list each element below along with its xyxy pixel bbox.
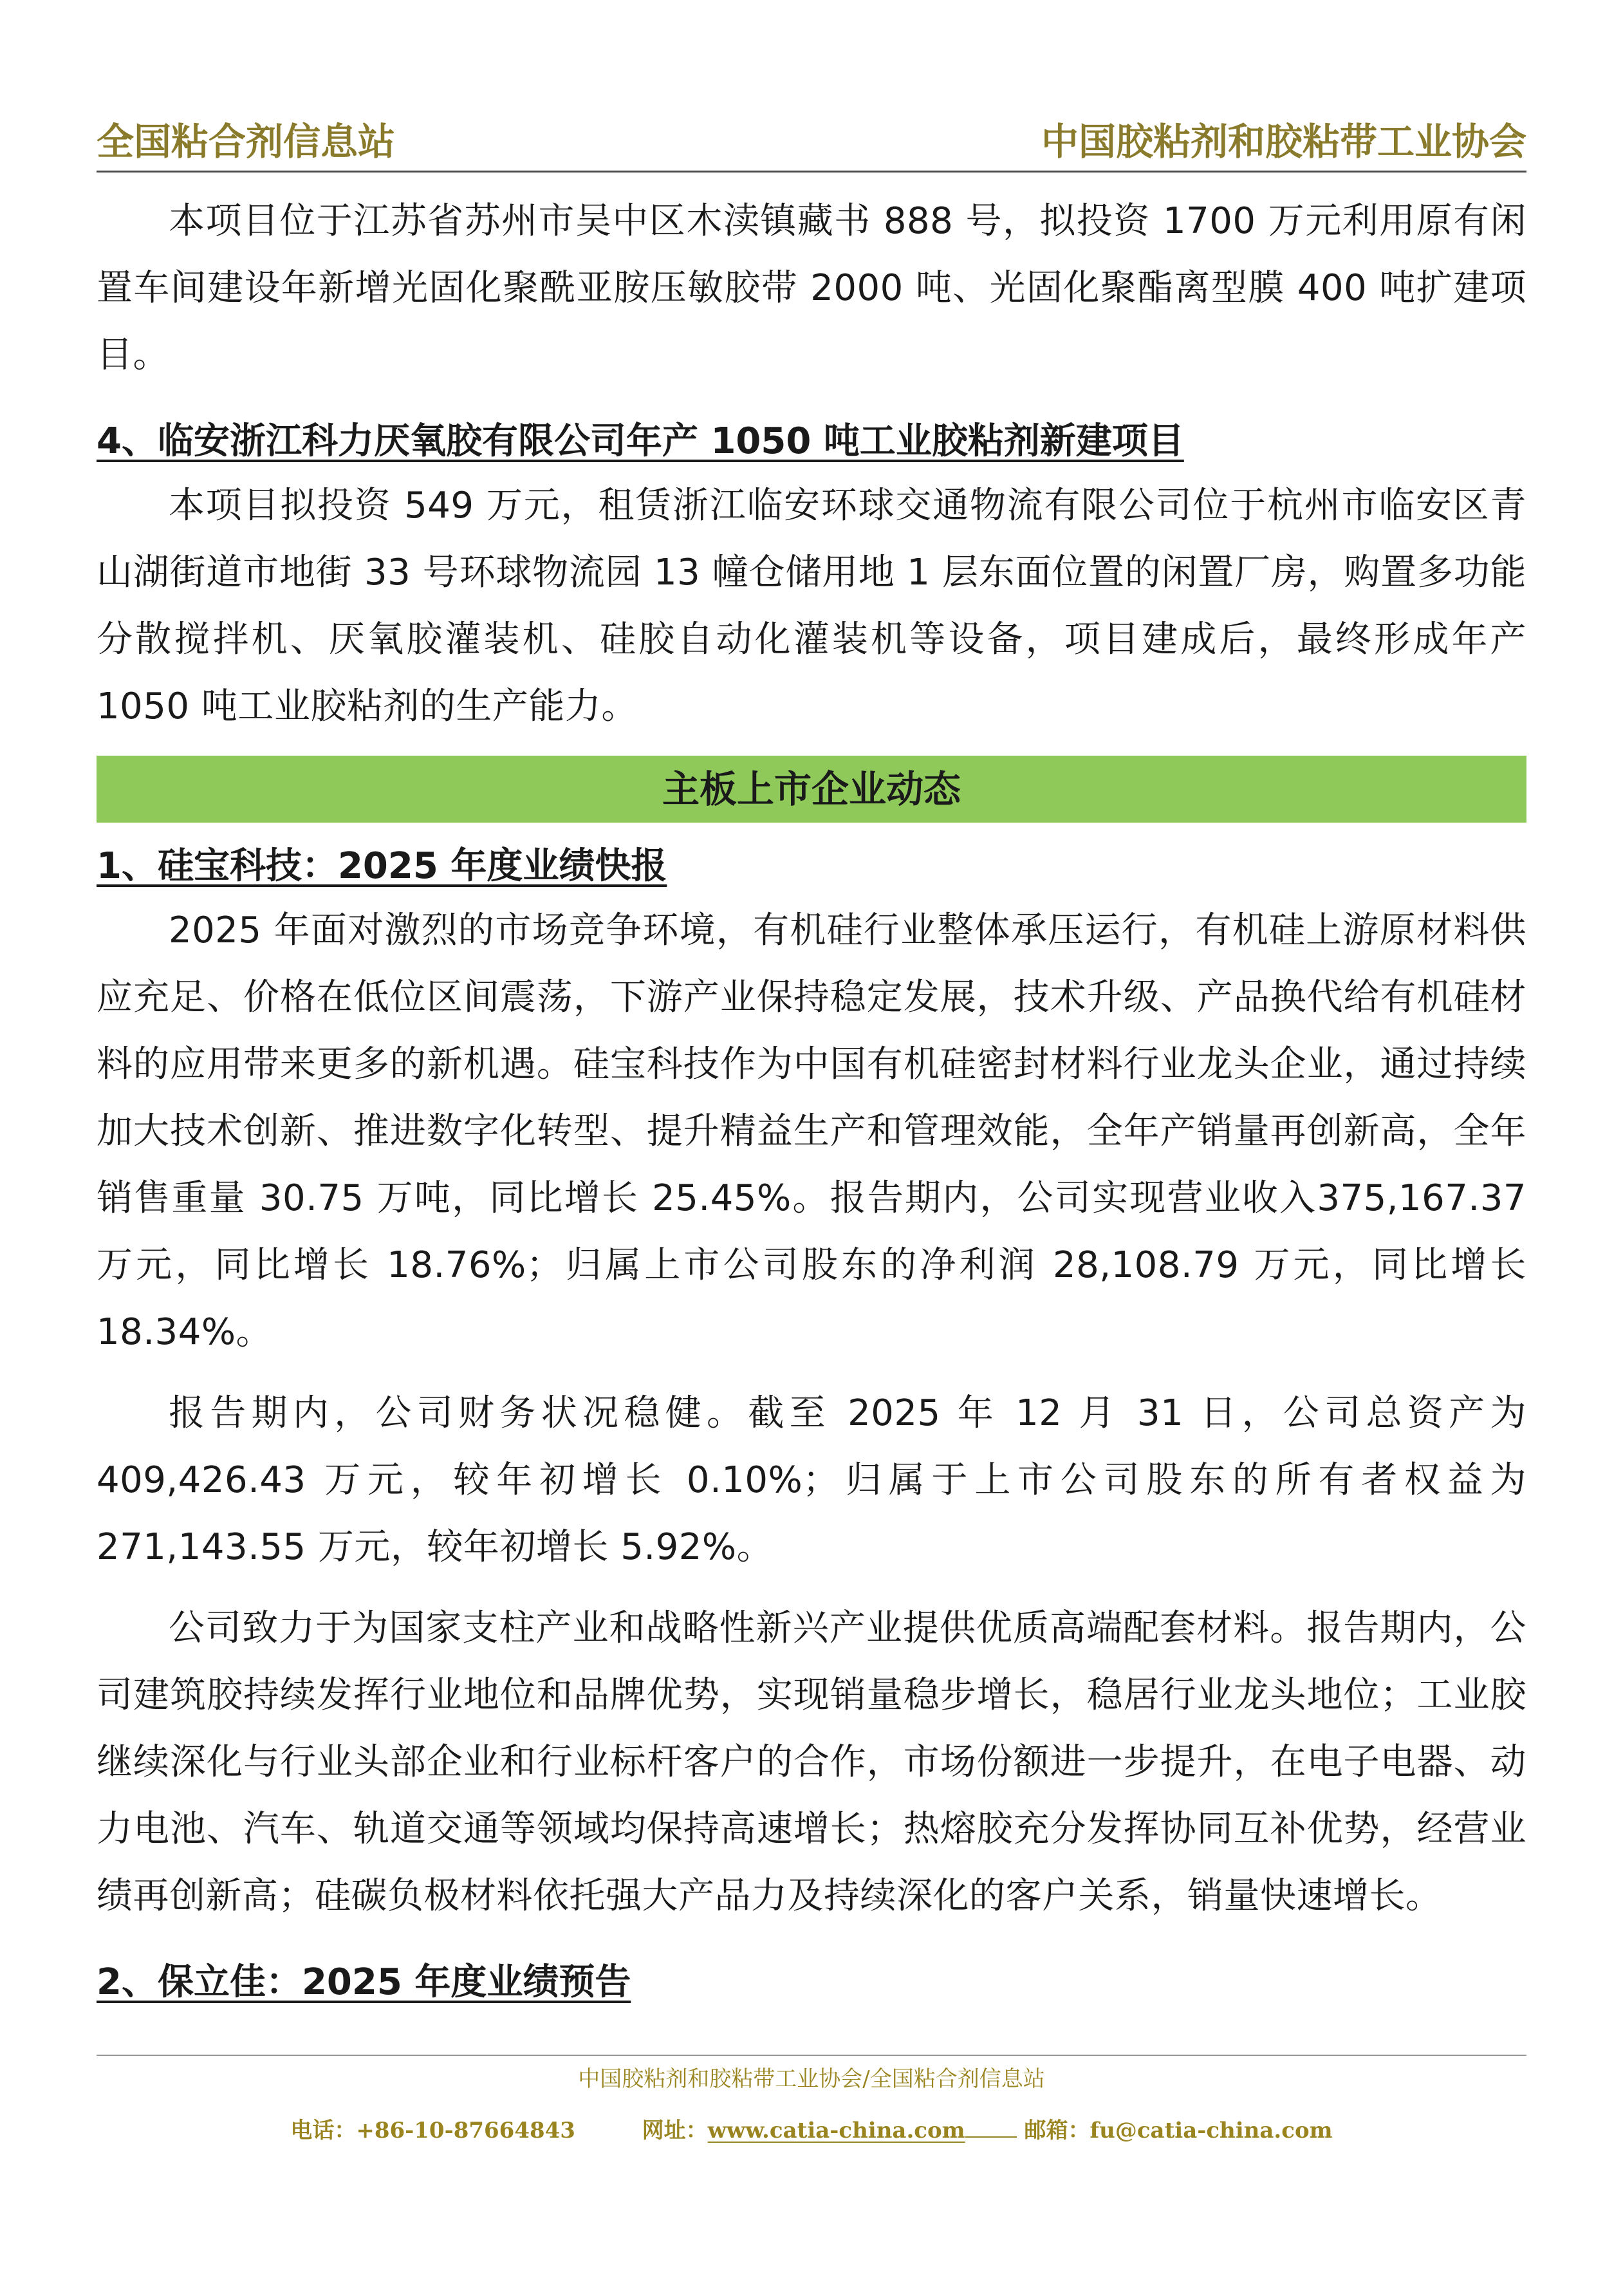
- item2-heading: 2、保立佳：2025 年度业绩预告: [97, 1961, 631, 2003]
- footer-website-label: 网址：: [642, 2118, 708, 2143]
- page-footer: [97, 2055, 1526, 2150]
- footer-contact-line: [97, 2111, 1526, 2150]
- intro-paragraph: 本项目位于江苏省苏州市吴中区木渎镇藏书 888 号，拟投资 1700 万元利用原有闲置车间建设年新增光固化聚酰亚胺压敏胶带 2000 吨、光固化聚酯离型膜 400 吨扩建项目。: [97, 200, 1526, 376]
- item1-paragraph-2: 报告期内，公司财务状况稳健。截至 2025 年 12 月 31 日，公司总资产为 409,426.43 万元，较年初增长 0.10%；归属于上市公司股东的所有者权益为 271,143.55 万元，较年初增长 5.92%。: [97, 1392, 1526, 1568]
- item1-paragraph-3: 公司致力于为国家支柱产业和战略性新兴产业提供优质高端配套材料。报告期内，公司建筑胶持续发挥行业地位和品牌优势，实现销量稳步增长，稳居行业龙头地位；工业胶继续深化与行业头部企业和行业标杆客户的合作，市场份额进一步提升，在电子电器、动力电池、汽车、轨道交通等领域均保持高速增长；热熔胶充分发挥协同互补优势，经营业绩再创新高；硅碳负极材料依托强大产品力及持续深化的客户关系，销量快速增长。: [97, 1607, 1526, 1917]
- footer-email-label: 邮箱：: [1024, 2118, 1090, 2143]
- item1-paragraph-1: 2025 年面对激烈的市场竞争环境，有机硅行业整体承压运行，有机硅上游原材料供应充足、价格在低位区间震荡，下游产业保持稳定发展，技术升级、产品换代给有机硅材料的应用带来更多的新机遇。硅宝科技作为中国有机硅密封材料行业龙头企业，通过持续加大技术创新、推进数字化转型、提升精益生产和管理效能，全年产销量再创新高，全年销售重量 30.75 万吨，同比增长 25.45%。报告期内，公司实现营业收入375,167.37 万元，同比增长 18.76%；归属上市公司股东的净利润 28,108.79 万元，同比增长 18.34%。: [97, 910, 1526, 1353]
- project4-paragraph: 本项目拟投资 549 万元，租赁浙江临安环球交通物流有限公司位于杭州市临安区青山湖街道市地街 33 号环球物流园 13 幢仓储用地 1 层东面位置的闲置厂房，购置多功能分散搅拌机、厌氧胶灌装机、硅胶自动化灌装机等设备，项目建成后，最终形成年产 1050 吨工业胶粘剂的生产能力。: [97, 485, 1526, 727]
- item1-heading: 1、硅宝科技：2025 年度业绩快报: [97, 845, 667, 887]
- page-header: [97, 116, 1526, 173]
- header-association-name: 中国胶粘剂和胶粘带工业协会: [1041, 120, 1526, 163]
- footer-phone: +86-10-87664843: [356, 2118, 575, 2143]
- article-body: [97, 188, 1526, 2013]
- section-banner: 主板上市企业动态: [97, 756, 1526, 823]
- footer-email[interactable]: fu@catia-china.com: [1090, 2118, 1333, 2143]
- header-site-name: 全国粘合剂信息站: [97, 120, 396, 163]
- project4-heading: 4、临安浙江科力厌氧胶有限公司年产 1050 吨工业胶粘剂新建项目: [97, 420, 1184, 462]
- footer-website-link[interactable]: www.catia-china.com: [707, 2118, 965, 2143]
- footer-org-line: 中国胶粘剂和胶粘带工业协会/全国粘合剂信息站: [578, 2066, 1045, 2092]
- footer-link-underline: [965, 2117, 1017, 2138]
- footer-phone-label: 电话：: [290, 2118, 357, 2143]
